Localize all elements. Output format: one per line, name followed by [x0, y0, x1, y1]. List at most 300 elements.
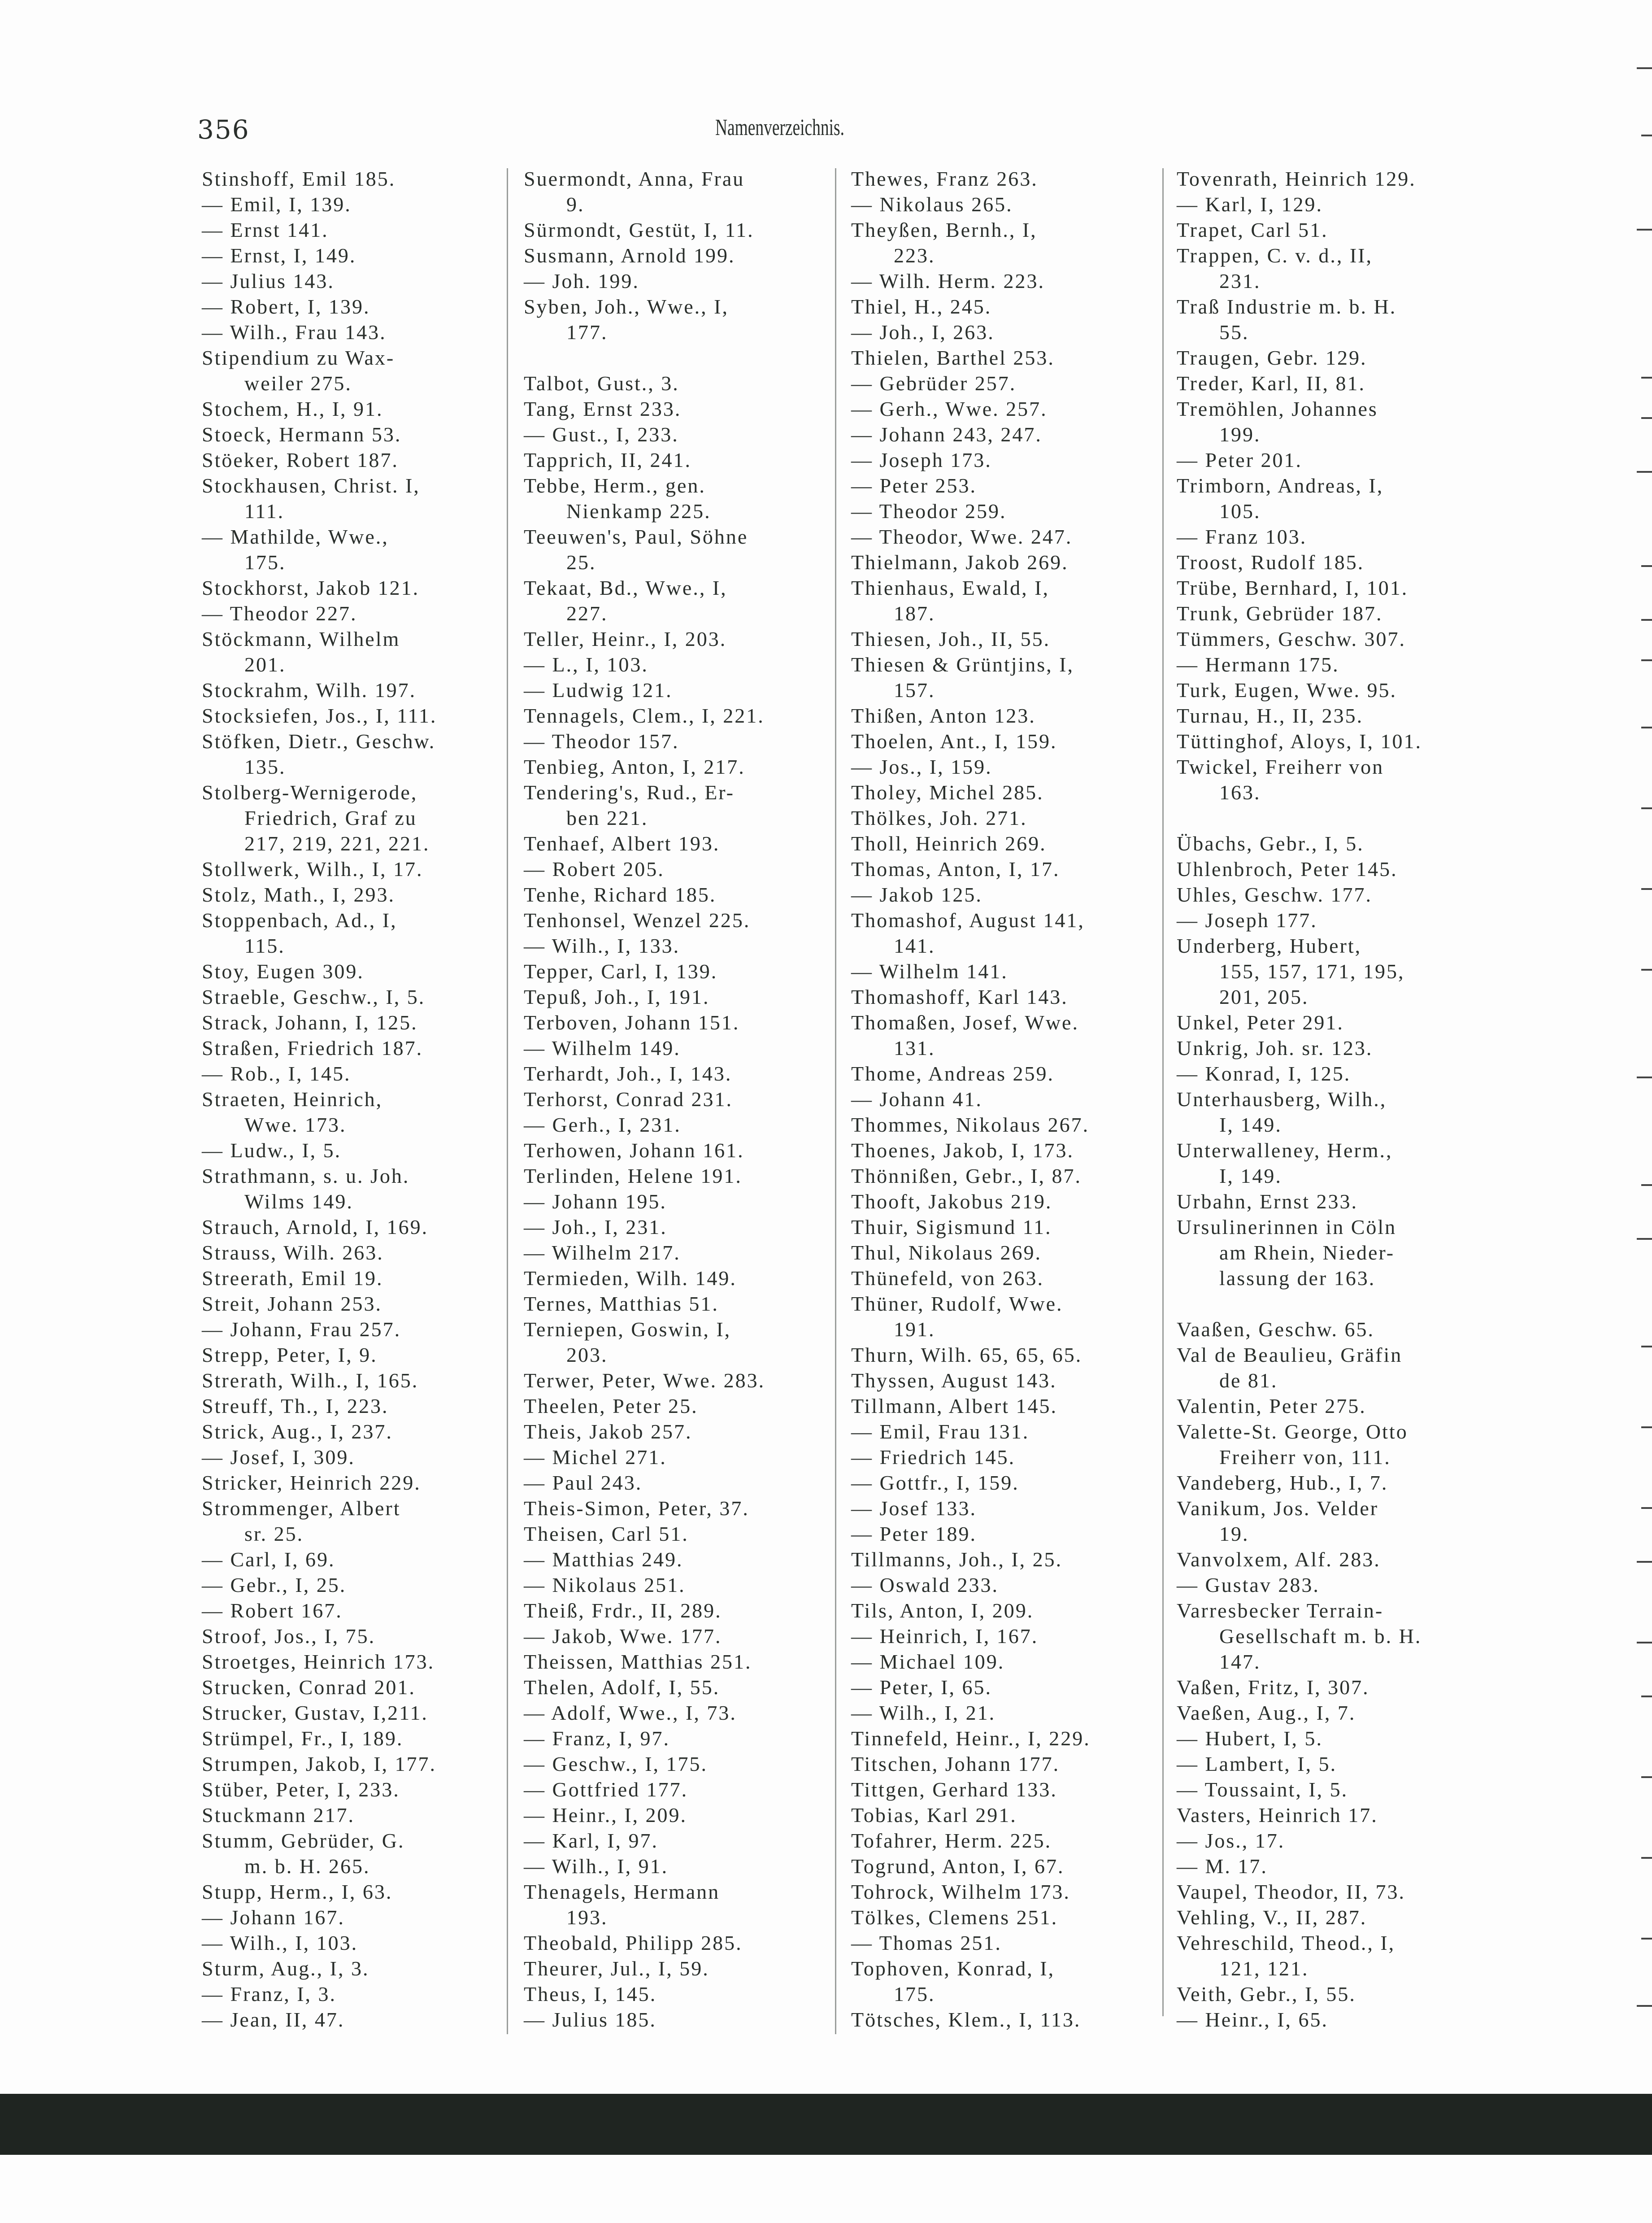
- index-entry: Thommes, Nikolaus 267.: [851, 1113, 1090, 1136]
- index-entry: Vaeßen, Aug., I, 7.: [1177, 1701, 1356, 1724]
- index-entry: Stumm, Gebrüder, G.: [202, 1829, 405, 1852]
- index-entry: Tebbe, Herm., gen.: [524, 474, 706, 497]
- index-entry: — Mathilde, Wwe.,: [202, 525, 389, 548]
- index-entry: Valette-St. George, Otto: [1177, 1420, 1408, 1443]
- index-entry: — Heinr., I, 65.: [1177, 2008, 1329, 2031]
- adjacent-page-mark: [1641, 888, 1652, 890]
- index-entry: Stoy, Eugen 309.: [202, 960, 364, 983]
- index-entry: — Jakob, Wwe. 177.: [524, 1625, 722, 1648]
- index-entry-continuation: 111.: [244, 500, 285, 523]
- index-entry-continuation: 201.: [244, 653, 286, 676]
- index-entry: Thiesen, Joh., II, 55.: [851, 628, 1051, 650]
- adjacent-page-mark: [1641, 1426, 1652, 1428]
- index-entry: — Joseph 177.: [1177, 909, 1317, 932]
- index-entry: Stricker, Heinrich 229.: [202, 1471, 421, 1494]
- index-entry: Thönnißen, Gebr., I, 87.: [851, 1164, 1082, 1187]
- index-entry: — Julius 143.: [202, 270, 335, 292]
- index-entry-continuation: 121, 121.: [1219, 1957, 1309, 1980]
- index-entry: — Heinr., I, 209.: [524, 1804, 687, 1826]
- index-entry-continuation: 227.: [566, 602, 608, 625]
- index-entry: Tapprich, II, 241.: [524, 449, 691, 471]
- index-entry: Susmann, Arnold 199.: [524, 244, 735, 267]
- index-entry: Vaupel, Theodor, II, 73.: [1177, 1880, 1406, 1903]
- adjacent-page-mark: [1641, 1184, 1652, 1186]
- index-entry: Thielmann, Jakob 269.: [851, 551, 1069, 574]
- index-entry: Thienhaus, Ewald, I,: [851, 576, 1049, 599]
- scan-border-bar: [0, 2094, 1652, 2155]
- index-entry-continuation: Wwe. 173.: [244, 1113, 347, 1136]
- index-entry: Turnau, H., II, 235.: [1177, 704, 1364, 727]
- index-entry: Tümmers, Geschw. 307.: [1177, 628, 1406, 650]
- index-entry: Stolberg-Wernigerode,: [202, 781, 418, 804]
- index-entry: Stupp, Herm., I, 63.: [202, 1880, 393, 1903]
- adjacent-page-mark: [1641, 1346, 1652, 1347]
- index-entry: — Matthias 249.: [524, 1548, 683, 1571]
- index-entry: — Julius 185.: [524, 2008, 656, 2031]
- index-entry: Stroetges, Heinrich 173.: [202, 1650, 435, 1673]
- index-entry: Treder, Karl, II, 81.: [1177, 372, 1365, 395]
- index-entry: Valentin, Peter 275.: [1177, 1395, 1366, 1417]
- index-entry: Tenbieg, Anton, I, 217.: [524, 755, 745, 778]
- index-entry-continuation: 115.: [244, 934, 285, 957]
- index-entry: Vanvolxem, Alf. 283.: [1177, 1548, 1381, 1571]
- index-entry: — Joh., I, 263.: [851, 321, 995, 344]
- index-entry: Thooft, Jakobus 219.: [851, 1190, 1052, 1213]
- index-entry: — Hubert, I, 5.: [1177, 1727, 1323, 1750]
- adjacent-page-mark: [1641, 565, 1652, 567]
- index-entry: — Wilh., I, 91.: [524, 1855, 669, 1878]
- index-entry-continuation: 187.: [894, 602, 935, 625]
- index-entry: — Robert, I, 139.: [202, 295, 370, 318]
- index-entry: — Gust., I, 233.: [524, 423, 679, 446]
- index-entry: — Joh. 199.: [524, 270, 639, 292]
- index-entry: — Jakob 125.: [851, 883, 983, 906]
- index-entry: — Adolf, Wwe., I, 73.: [524, 1701, 737, 1724]
- index-entry: Vaaßen, Geschw. 65.: [1177, 1318, 1375, 1341]
- index-entry-continuation: lassung der 163.: [1219, 1267, 1376, 1290]
- index-entry: Ternes, Matthias 51.: [524, 1292, 719, 1315]
- adjacent-page-mark: [1641, 1776, 1652, 1778]
- index-entry: — Jos., I, 159.: [851, 755, 992, 778]
- index-entry: — Robert 167.: [202, 1599, 343, 1622]
- index-entry: Tendering's, Rud., Er-: [524, 781, 735, 804]
- index-entry: Strauch, Arnold, I, 169.: [202, 1216, 429, 1238]
- index-entry: — Peter 189.: [851, 1522, 977, 1545]
- index-entry: Thurn, Wilh. 65, 65, 65.: [851, 1343, 1082, 1366]
- index-entry: — Johann 243, 247.: [851, 423, 1042, 446]
- index-entry: Tittgen, Gerhard 133.: [851, 1778, 1057, 1801]
- index-entry: Thenagels, Hermann: [524, 1880, 720, 1903]
- index-entry: Strick, Aug., I, 237.: [202, 1420, 393, 1443]
- index-entry: — Michel 271.: [524, 1446, 667, 1469]
- index-entry: Stöeker, Robert 187.: [202, 449, 399, 471]
- page-number: 356: [197, 114, 250, 145]
- index-entry: Strepp, Peter, I, 9.: [202, 1343, 378, 1366]
- index-entry: — L., I, 103.: [524, 653, 648, 676]
- index-entry: Streerath, Emil 19.: [202, 1267, 383, 1290]
- index-entry: Uhlenbroch, Peter 145.: [1177, 858, 1398, 880]
- index-entry: Suermondt, Anna, Frau: [524, 167, 745, 190]
- index-entry: — Theodor 227.: [202, 602, 357, 625]
- adjacent-page-mark: [1637, 471, 1652, 473]
- index-entry: Tekaat, Bd., Wwe., I,: [524, 576, 727, 599]
- index-entry: Thißen, Anton 123.: [851, 704, 1036, 727]
- index-entry: — Johann, Frau 257.: [202, 1318, 401, 1341]
- adjacent-page-mark: [1637, 1238, 1652, 1240]
- index-entry: Terhardt, Joh., I, 143.: [524, 1062, 732, 1085]
- index-entry: Tüttinghof, Aloys, I, 101.: [1177, 730, 1422, 753]
- index-entry: Thoelen, Ant., I, 159.: [851, 730, 1057, 753]
- index-entry-continuation: 135.: [244, 755, 286, 778]
- index-entry-continuation: 177.: [566, 321, 608, 344]
- next-page-edge: [1632, 27, 1652, 2045]
- index-entry: — Geschw., I, 175.: [524, 1752, 708, 1775]
- index-entry: — Theodor 157.: [524, 730, 679, 753]
- index-entry: — Michael 109.: [851, 1650, 1005, 1673]
- index-entry: Sturm, Aug., I, 3.: [202, 1957, 370, 1980]
- index-entry: — Franz, I, 97.: [524, 1727, 670, 1750]
- index-entry: Tenhonsel, Wenzel 225.: [524, 909, 751, 932]
- adjacent-page-mark: [1641, 1857, 1652, 1859]
- index-entry: Stockhorst, Jakob 121.: [202, 576, 420, 599]
- index-entry: Thüner, Rudolf, Wwe.: [851, 1292, 1063, 1315]
- adjacent-page-mark: [1641, 135, 1652, 136]
- index-entry-continuation: 175.: [894, 1983, 935, 2005]
- index-entry-continuation: 199.: [1219, 423, 1261, 446]
- index-entry: Underberg, Hubert,: [1177, 934, 1362, 957]
- index-entry: — Franz 103.: [1177, 525, 1307, 548]
- index-entry: Theisen, Carl 51.: [524, 1522, 689, 1545]
- adjacent-page-mark: [1641, 807, 1652, 809]
- adjacent-page-mark: [1641, 417, 1652, 419]
- index-entry: — Theodor, Wwe. 247.: [851, 525, 1073, 548]
- index-entry: Theelen, Peter 25.: [524, 1395, 698, 1417]
- index-entry-continuation: 105.: [1219, 500, 1261, 523]
- index-entry: Stocksiefen, Jos., I, 111.: [202, 704, 437, 727]
- index-entry: — Ernst 141.: [202, 218, 329, 241]
- index-entry-continuation: 223.: [894, 244, 935, 267]
- index-entry: Tölkes, Clemens 251.: [851, 1906, 1058, 1929]
- index-entry: Trapet, Carl 51.: [1177, 218, 1328, 241]
- index-entry: Theissen, Matthias 251.: [524, 1650, 752, 1673]
- index-entry: — Gerh., Wwe. 257.: [851, 397, 1048, 420]
- index-entry: Stochem, H., I, 91.: [202, 397, 383, 420]
- index-entry: Thomas, Anton, I, 17.: [851, 858, 1060, 880]
- adjacent-page-mark: [1641, 727, 1652, 728]
- index-entry: — M. 17.: [1177, 1855, 1268, 1878]
- index-entry: — Oswald 233.: [851, 1574, 999, 1596]
- index-entry: Stüber, Peter, I, 233.: [202, 1778, 400, 1801]
- index-entry: Tang, Ernst 233.: [524, 397, 682, 420]
- adjacent-page-mark: [1641, 1938, 1652, 1940]
- index-entry: Sürmondt, Gestüt, I, 11.: [524, 218, 754, 241]
- index-entry: Strathmann, s. u. Joh.: [202, 1164, 410, 1187]
- index-entry: Thewes, Franz 263.: [851, 167, 1038, 190]
- index-entry: Varresbecker Terrain-: [1177, 1599, 1384, 1622]
- index-entry: Strümpel, Fr., I, 189.: [202, 1727, 404, 1750]
- adjacent-page-mark: [1637, 1561, 1652, 1563]
- adjacent-page-mark: [1641, 1507, 1652, 1509]
- index-entry-continuation: 163.: [1219, 781, 1261, 804]
- adjacent-page-mark: [1637, 67, 1652, 69]
- index-entry: — Wilhelm 141.: [851, 960, 1008, 983]
- index-entry: — Emil, Frau 131.: [851, 1420, 1030, 1443]
- index-entry: — Wilh., Frau 143.: [202, 321, 387, 344]
- index-entry: Tinnefeld, Heinr., I, 229.: [851, 1727, 1091, 1750]
- index-entry: Strommenger, Albert: [202, 1497, 401, 1520]
- adjacent-page-mark: [1641, 969, 1652, 971]
- index-column-3: [851, 166, 1165, 2032]
- index-entry: Terboven, Johann 151.: [524, 1011, 740, 1034]
- index-entry: Stockrahm, Wilh. 197.: [202, 679, 417, 702]
- index-entry: — Toussaint, I, 5.: [1177, 1778, 1348, 1801]
- index-entry: Vanikum, Jos. Velder: [1177, 1497, 1379, 1520]
- index-entry: — Johann 41.: [851, 1088, 983, 1111]
- index-entry: Stollwerk, Wilh., I, 17.: [202, 858, 423, 880]
- index-column-4: [1177, 166, 1491, 2032]
- index-entry-continuation: 217, 219, 221, 221.: [244, 832, 430, 855]
- index-entry: Tofahrer, Herm. 225.: [851, 1829, 1052, 1852]
- index-entry-continuation: 203.: [566, 1343, 608, 1366]
- adjacent-page-mark: [1641, 619, 1652, 621]
- index-entry-continuation: ben 221.: [566, 806, 648, 829]
- adjacent-page-mark: [1641, 1696, 1652, 1697]
- index-entry: — Jean, II, 47.: [202, 2008, 345, 2031]
- index-entry: — Wilhelm 149.: [524, 1037, 681, 1059]
- index-entry-continuation: 191.: [894, 1318, 935, 1341]
- index-entry: Tils, Anton, I, 209.: [851, 1599, 1034, 1622]
- index-entry: Straßen, Friedrich 187.: [202, 1037, 423, 1059]
- index-entry: — Wilh. Herm. 223.: [851, 270, 1045, 292]
- index-column-2: [524, 166, 838, 2032]
- adjacent-page-mark: [1637, 1642, 1652, 1643]
- index-entry: Thomaßen, Josef, Wwe.: [851, 1011, 1079, 1034]
- index-entry: Vandeberg, Hub., I, 7.: [1177, 1471, 1388, 1494]
- index-entry: — Wilh., I, 133.: [524, 934, 680, 957]
- index-entry: Stroof, Jos., I, 75.: [202, 1625, 376, 1648]
- index-entry: Theurer, Jul., I, 59.: [524, 1957, 709, 1980]
- index-entry: Strumpen, Jakob, I, 177.: [202, 1752, 437, 1775]
- index-entry-continuation: 25.: [566, 551, 596, 574]
- index-entry: Stöfken, Dietr., Geschw.: [202, 730, 436, 753]
- index-entry: Trunk, Gebrüder 187.: [1177, 602, 1383, 625]
- index-entry-continuation: I, 149.: [1219, 1113, 1282, 1136]
- index-entry: — Paul 243.: [524, 1471, 643, 1494]
- adjacent-page-mark: [1641, 659, 1652, 661]
- index-entry: Stipendium zu Wax-: [202, 346, 395, 369]
- index-entry: — Gebr., I, 25.: [202, 1574, 347, 1596]
- index-entry: Thölkes, Joh. 271.: [851, 806, 1027, 829]
- index-entry: Tillmanns, Joh., I, 25.: [851, 1548, 1063, 1571]
- index-entry-continuation: 131.: [894, 1037, 935, 1059]
- index-entry-continuation: 193.: [566, 1906, 608, 1929]
- index-entry: — Peter 201.: [1177, 449, 1303, 471]
- index-entry: Tophoven, Konrad, I,: [851, 1957, 1055, 1980]
- section-gap: [1177, 1291, 1491, 1316]
- index-entry: Thyssen, August 143.: [851, 1369, 1057, 1392]
- page-title: Namenverzeichnis.: [715, 115, 844, 140]
- index-entry: Tovenrath, Heinrich 129.: [1177, 167, 1416, 190]
- index-entry: — Robert 205.: [524, 858, 665, 880]
- index-entry: Vasters, Heinrich 17.: [1177, 1804, 1378, 1826]
- index-entry: — Rob., I, 145.: [202, 1062, 351, 1085]
- index-entry-continuation: 147.: [1219, 1650, 1261, 1673]
- index-entry: Traugen, Gebr. 129.: [1177, 346, 1367, 369]
- index-entry: Tremöhlen, Johannes: [1177, 397, 1378, 420]
- index-entry: — Heinrich, I, 167.: [851, 1625, 1039, 1648]
- index-entry: Vehling, V., II, 287.: [1177, 1906, 1367, 1929]
- index-entry: Thuir, Sigismund 11.: [851, 1216, 1052, 1238]
- index-entry: Strerath, Wilh., I, 165.: [202, 1369, 419, 1392]
- index-entry: — Konrad, I, 125.: [1177, 1062, 1351, 1085]
- index-entry: Terhorst, Conrad 231.: [524, 1088, 733, 1111]
- index-entry: — Ernst, I, 149.: [202, 244, 356, 267]
- index-entry: Stinshoff, Emil 185.: [202, 167, 396, 190]
- index-entry: — Joh., I, 231.: [524, 1216, 667, 1238]
- index-entry: — Gottfried 177.: [524, 1778, 688, 1801]
- index-entry-continuation: am Rhein, Nieder-: [1219, 1241, 1395, 1264]
- section-gap: [1177, 805, 1491, 831]
- index-entry: Tobias, Karl 291.: [851, 1804, 1017, 1826]
- index-entry-continuation: Freiherr von, 111.: [1219, 1446, 1391, 1469]
- index-entry: — Karl, I, 97.: [524, 1829, 659, 1852]
- index-entry: Streit, Johann 253.: [202, 1292, 382, 1315]
- index-entry: — Karl, I, 129.: [1177, 193, 1323, 216]
- index-entry: — Johann 167.: [202, 1906, 345, 1929]
- index-entry: Unterwalleney, Herm.,: [1177, 1139, 1393, 1162]
- index-entry: Thiesen & Grüntjins, I,: [851, 653, 1074, 676]
- index-entry: Twickel, Freiherr von: [1177, 755, 1384, 778]
- index-entry-continuation: 155, 157, 171, 195,: [1219, 960, 1405, 983]
- index-entry: Straeten, Heinrich,: [202, 1088, 383, 1111]
- index-entry-continuation: weiler 275.: [244, 372, 352, 395]
- index-entry-continuation: 19.: [1219, 1522, 1249, 1545]
- index-entry: Tholl, Heinrich 269.: [851, 832, 1047, 855]
- index-entry: — Franz, I, 3.: [202, 1983, 337, 2005]
- index-entry: Stolz, Math., I, 293.: [202, 883, 395, 906]
- index-entry-continuation: 175.: [244, 551, 286, 574]
- index-entry: Unterhausberg, Wilh.,: [1177, 1088, 1387, 1111]
- index-entry-continuation: 231.: [1219, 270, 1261, 292]
- index-entry: Trübe, Bernhard, I, 101.: [1177, 576, 1409, 599]
- index-entry: — Nikolaus 251.: [524, 1574, 686, 1596]
- index-entry: Trimborn, Andreas, I,: [1177, 474, 1384, 497]
- index-entry-continuation: de 81.: [1219, 1369, 1278, 1392]
- index-entry: Terlinden, Helene 191.: [524, 1164, 742, 1187]
- index-entry: — Hermann 175.: [1177, 653, 1339, 676]
- index-entry-continuation: 55.: [1219, 321, 1249, 344]
- adjacent-page-mark: [1637, 229, 1652, 231]
- index-entry-continuation: 201, 205.: [1219, 985, 1309, 1008]
- index-entry: — Wilh., I, 21.: [851, 1701, 996, 1724]
- index-entry: Veith, Gebr., I, 55.: [1177, 1983, 1356, 2005]
- index-entry: Val de Beaulieu, Gräfin: [1177, 1343, 1403, 1366]
- index-entry: — Peter, I, 65.: [851, 1676, 992, 1699]
- index-entry-continuation: I, 149.: [1219, 1164, 1282, 1187]
- index-entry: Tepper, Carl, I, 139.: [524, 960, 718, 983]
- index-entry: — Wilh., I, 103.: [202, 1931, 358, 1954]
- index-entry: Tillmann, Albert 145.: [851, 1395, 1057, 1417]
- index-entry: — Thomas 251.: [851, 1931, 1002, 1954]
- index-entry: Vehreschild, Theod., I,: [1177, 1931, 1396, 1954]
- index-entry: Streuff, Th., I, 223.: [202, 1395, 389, 1417]
- index-entry-continuation: 9.: [566, 193, 585, 216]
- index-entry: Tohrock, Wilhelm 173.: [851, 1880, 1070, 1903]
- index-entry: — Gerh., I, 231.: [524, 1113, 681, 1136]
- index-entry: Turk, Eugen, Wwe. 95.: [1177, 679, 1397, 702]
- adjacent-page-mark: [1637, 2005, 1652, 2007]
- index-entry: — Theodor 259.: [851, 500, 1007, 523]
- index-entry: Strucken, Conrad 201.: [202, 1676, 416, 1699]
- index-entry: Stoppenbach, Ad., I,: [202, 909, 397, 932]
- index-entry-continuation: m. b. H. 265.: [244, 1855, 370, 1878]
- index-entry: — Joseph 173.: [851, 449, 992, 471]
- index-entry: — Johann 195.: [524, 1190, 667, 1213]
- index-entry: — Emil, I, 139.: [202, 193, 352, 216]
- index-entry: — Friedrich 145.: [851, 1446, 1016, 1469]
- index-entry: Stoeck, Hermann 53.: [202, 423, 402, 446]
- index-entry: Theyßen, Bernh., I,: [851, 218, 1037, 241]
- index-entry: Ursulinerinnen in Cöln: [1177, 1216, 1397, 1238]
- index-entry: Terhowen, Johann 161.: [524, 1139, 744, 1162]
- index-entry: Theis, Jakob 257.: [524, 1420, 692, 1443]
- index-entry-continuation: Friedrich, Graf zu: [244, 806, 417, 829]
- index-entry: Thelen, Adolf, I, 55.: [524, 1676, 720, 1699]
- index-entry: Thünefeld, von 263.: [851, 1267, 1044, 1290]
- index-entry: Strucker, Gustav, I,211.: [202, 1701, 428, 1724]
- index-entry: Straeble, Geschw., I, 5.: [202, 985, 426, 1008]
- index-entry: Vaßen, Fritz, I, 307.: [1177, 1676, 1369, 1699]
- index-entry: — Josef 133.: [851, 1497, 977, 1520]
- index-entry: Tennagels, Clem., I, 221.: [524, 704, 765, 727]
- index-entry-continuation: sr. 25.: [244, 1522, 304, 1545]
- index-entry: — Peter 253.: [851, 474, 977, 497]
- index-entry: Teeuwen's, Paul, Söhne: [524, 525, 748, 548]
- index-entry: Thome, Andreas 259.: [851, 1062, 1055, 1085]
- index-entry-continuation: 157.: [894, 679, 935, 702]
- adjacent-page-mark: [1641, 377, 1652, 379]
- index-entry: — Gebrüder 257.: [851, 372, 1017, 395]
- index-entry: Theobald, Philipp 285.: [524, 1931, 743, 1954]
- index-entry: Stöckmann, Wilhelm: [202, 628, 400, 650]
- index-entry: Talbot, Gust., 3.: [524, 372, 679, 395]
- index-entry: Tenhe, Richard 185.: [524, 883, 717, 906]
- index-entry: Tenhaef, Albert 193.: [524, 832, 720, 855]
- index-entry-continuation: Wilms 149.: [244, 1190, 353, 1213]
- index-entry: Uhles, Geschw. 177.: [1177, 883, 1373, 906]
- section-gap: [524, 345, 838, 370]
- index-entry: Thielen, Barthel 253.: [851, 346, 1055, 369]
- index-entry: — Lambert, I, 5.: [1177, 1752, 1337, 1775]
- index-entry: — Nikolaus 265.: [851, 193, 1013, 216]
- index-entry: Thomashoff, Karl 143.: [851, 985, 1068, 1008]
- index-entry-continuation: 141.: [894, 934, 935, 957]
- index-entry: Strauss, Wilh. 263.: [202, 1241, 384, 1264]
- index-entry: Theus, I, 145.: [524, 1983, 657, 2005]
- index-entry: — Jos., 17.: [1177, 1829, 1285, 1852]
- index-entry: Stockhausen, Christ. I,: [202, 474, 420, 497]
- index-entry: Übachs, Gebr., I, 5.: [1177, 832, 1364, 855]
- index-entry: Tötsches, Klem., I, 113.: [851, 2008, 1081, 2031]
- index-entry-continuation: Gesellschaft m. b. H.: [1219, 1625, 1422, 1648]
- index-entry: Terniepen, Goswin, I,: [524, 1318, 731, 1341]
- index-entry: — Ludw., I, 5.: [202, 1139, 342, 1162]
- index-entry: Urbahn, Ernst 233.: [1177, 1190, 1358, 1213]
- index-entry: Theiß, Frdr., II, 289.: [524, 1599, 722, 1622]
- index-entry: Tholey, Michel 285.: [851, 781, 1044, 804]
- index-entry: Traß Industrie m. b. H.: [1177, 295, 1397, 318]
- index-entry: Terwer, Peter, Wwe. 283.: [524, 1369, 765, 1392]
